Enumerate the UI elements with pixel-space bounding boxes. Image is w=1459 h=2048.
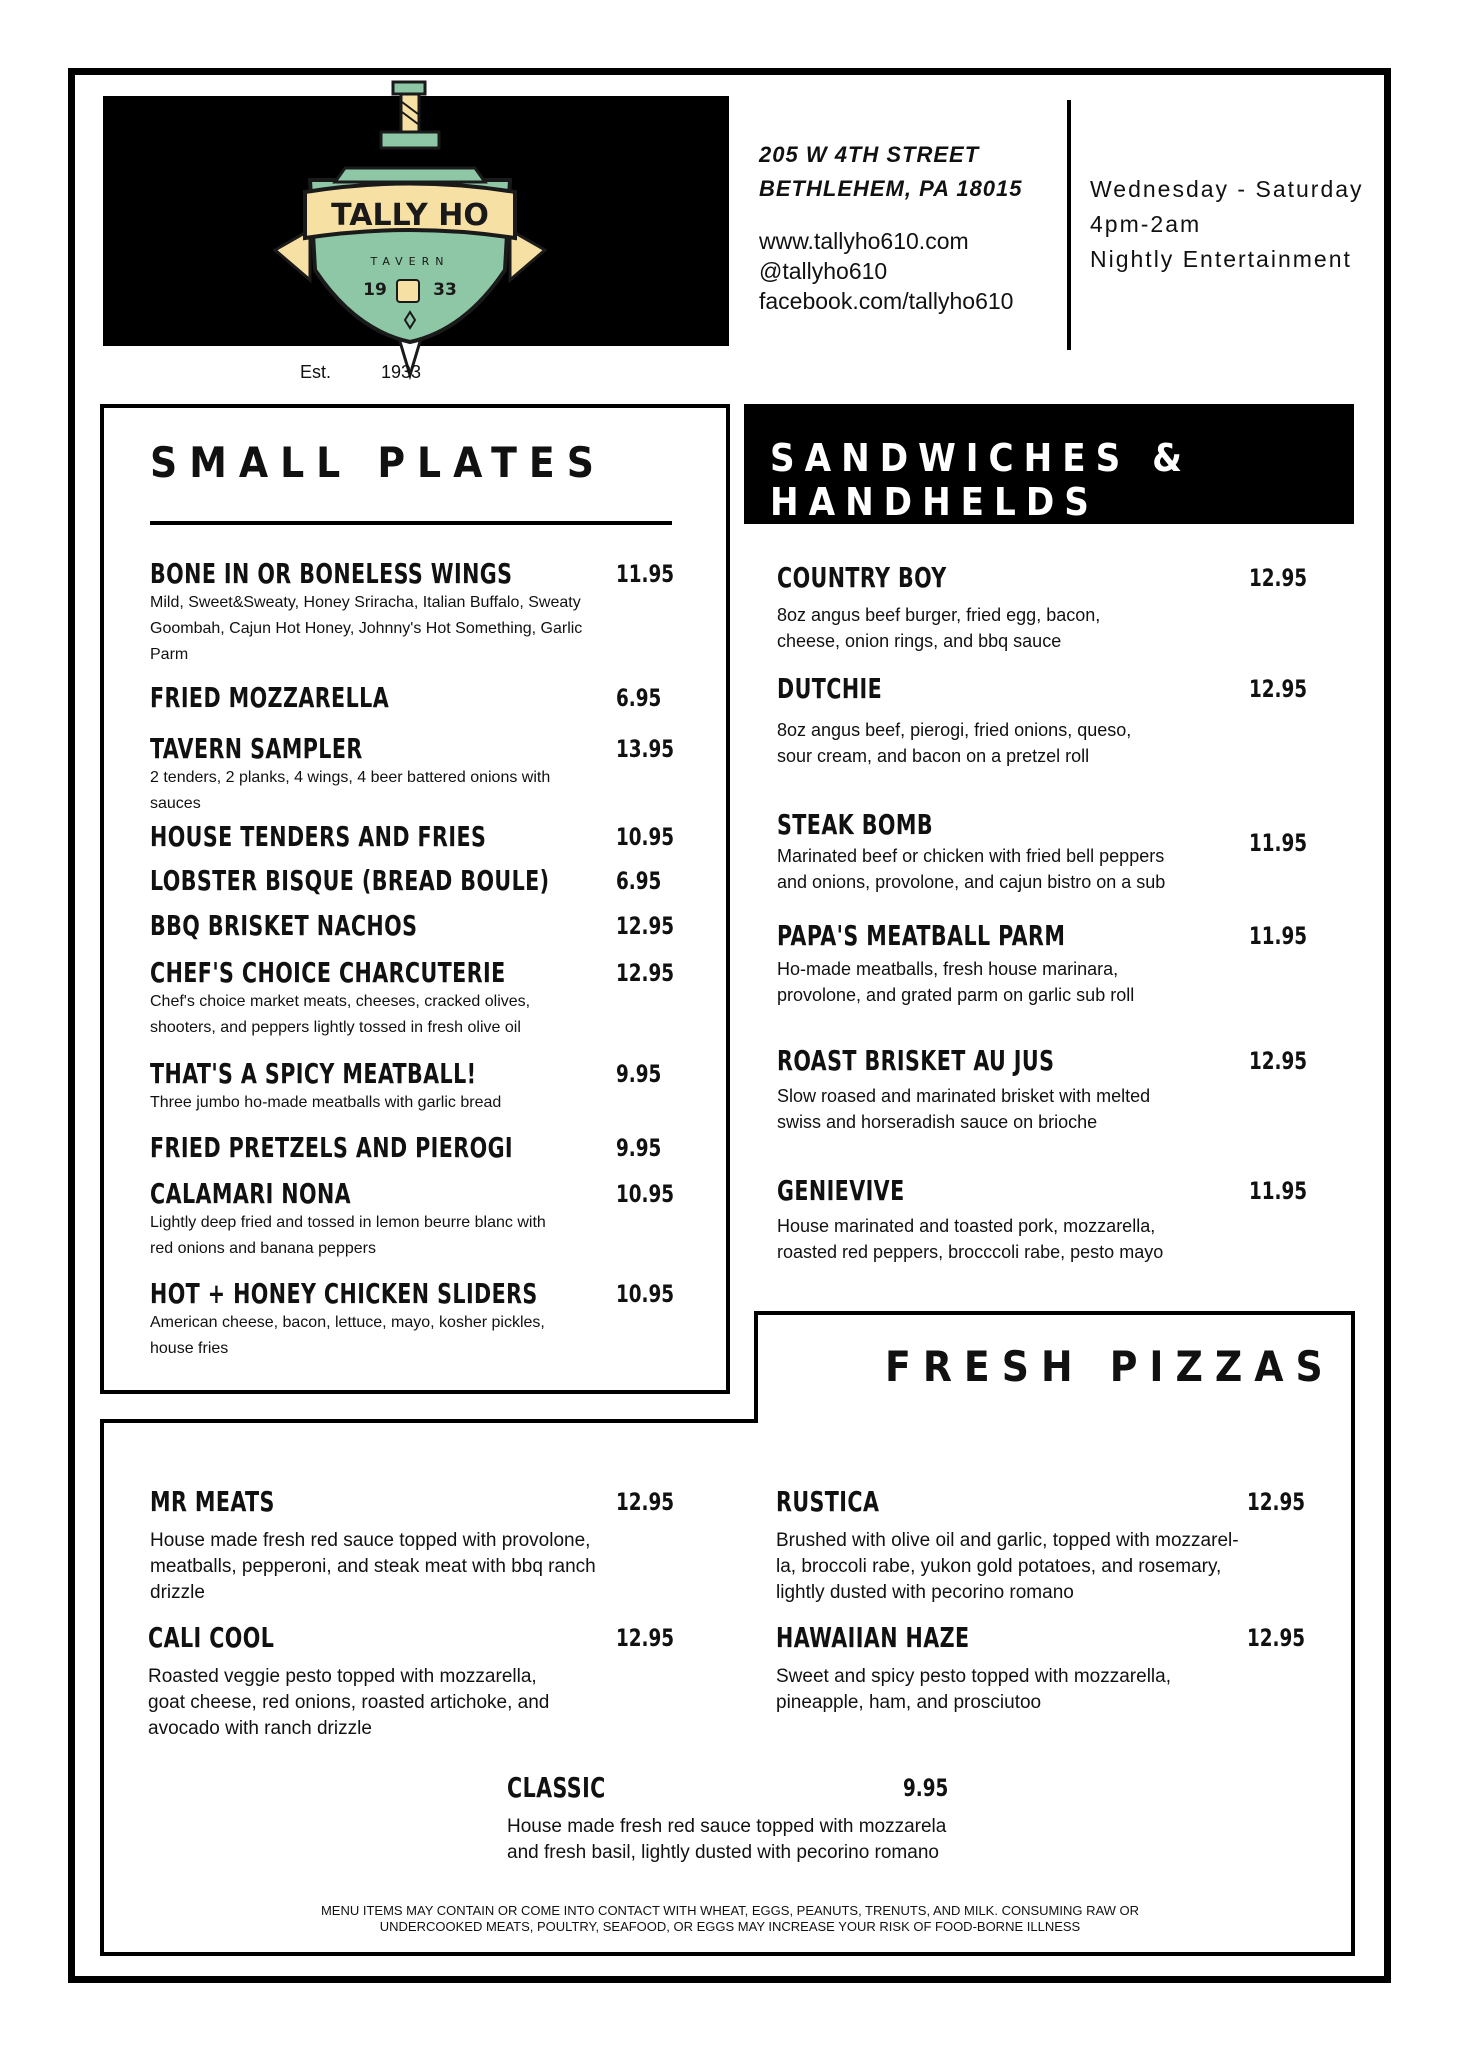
item-description: Roasted veggie pesto topped with mozzarella, goat cheese, red onions, roasted artichoke, and avocado with ranch drizzle [148, 1666, 550, 1739]
item-name: RUSTICA [776, 1485, 880, 1518]
item-price: 12.95 [1247, 1624, 1306, 1652]
item-price: 12.95 [616, 1488, 675, 1516]
menu-item [150, 732, 675, 817]
item-description: 8oz angus beef burger, fried egg, bacon, cheese, onion rings, and bbq sauce [777, 605, 1101, 651]
item-name: MR MEATS [150, 1485, 275, 1518]
item-name: FRIED MOZZARELLA [150, 681, 390, 714]
address-line1: 205 W 4TH STREET [759, 142, 980, 167]
item-description: Chef's choice market meats, cheeses, cracked olives, shooters, and peppers lightly tossed in fresh olive oil [150, 993, 531, 1036]
menu-item [150, 909, 675, 942]
item-description: Sweet and spicy pesto topped with mozzarella, pineapple, ham, and prosciutoo [776, 1666, 1171, 1713]
item-description: Slow roased and marinated brisket with melted swiss and horseradish sauce on brioche [777, 1086, 1151, 1132]
est-label: Est. [300, 362, 332, 382]
pizza-box-right [1351, 1311, 1355, 1956]
item-price: 11.95 [616, 560, 675, 588]
item-description: Ho-made meatballs, fresh house marinara, provolone, and grated parm on garlic sub roll [777, 959, 1135, 1005]
logo-year-right: 33 [433, 280, 457, 300]
est-year: 1933 [381, 362, 422, 382]
item-description: 8oz angus beef, pierogi, fried onions, queso, sour cream, and bacon on a pretzel roll [777, 720, 1132, 766]
item-description: Brushed with olive oil and garlic, topped with mozzarel- la, broccoli rabe, yukon gold potatoes, and rosemary, lightly dusted with pecorino romano [776, 1530, 1239, 1603]
menu-item [150, 557, 675, 668]
item-price: 12.95 [1247, 1488, 1306, 1516]
item-name: ROAST BRISKET AU JUS [777, 1044, 1055, 1077]
menu-item [777, 561, 1308, 654]
item-price: 10.95 [616, 823, 675, 851]
menu-item [507, 1771, 949, 1866]
small-plates-title: SMALL PLATES [150, 438, 606, 487]
item-price: 12.95 [1249, 675, 1308, 703]
item-name: CHEF'S CHOICE CHARCUTERIE [150, 956, 506, 989]
item-description: 2 tenders, 2 planks, 4 wings, 4 beer battered onions with sauces [150, 769, 551, 812]
item-price: 11.95 [1249, 829, 1308, 857]
item-name: DUTCHIE [777, 672, 883, 705]
established-label [300, 362, 421, 383]
item-price: 12.95 [616, 912, 675, 940]
menu-item [150, 820, 675, 853]
header-divider [1067, 100, 1071, 350]
menu-item [150, 1485, 675, 1606]
menu-item [150, 1057, 662, 1116]
item-price: 9.95 [903, 1774, 949, 1802]
item-description: House made fresh red sauce topped with mozzarela and fresh basil, lightly dusted with pecorino romano [507, 1816, 947, 1863]
hours-days: Wednesday - Saturday [1090, 176, 1364, 202]
facebook-link[interactable]: facebook.com/tallyho610 [759, 288, 1014, 314]
item-name: STEAK BOMB [777, 808, 933, 841]
allergen-disclaimer: MENU ITEMS MAY CONTAIN OR COME INTO CONTACT WITH WHEAT, EGGS, PEANUTS, TRENUTS, AND MILK. CONSUMING RAW OR UNDERCOOKED MEATS, POULTRY, SEAFOOD, OR EGGS MAY INCREASE YOUR RISK OF FOOD-BORNE ILLNESS [320, 1903, 1140, 1934]
social-handle[interactable]: @tallyho610 [759, 258, 888, 284]
tally-ho-logo [265, 80, 555, 380]
menu-item [150, 681, 662, 714]
menu-item [148, 1621, 675, 1742]
address-line2: BETHLEHEM, PA 18015 [759, 176, 1023, 201]
item-description: Lightly deep fried and tossed in lemon beurre blanc with red onions and banana peppers [150, 1214, 546, 1257]
menu-item [776, 1485, 1306, 1606]
item-description: House made fresh red sauce topped with provolone, meatballs, pepperoni, and steak meat with bbq ranch drizzle [150, 1530, 596, 1603]
item-description: Marinated beef or chicken with fried bell peppers and onions, provolone, and cajun bistro on a sub [777, 846, 1166, 892]
menu-item [777, 808, 1308, 895]
pizza-box-bottom [100, 1952, 1355, 1956]
menu-item [150, 956, 675, 1041]
menu-item [777, 1174, 1308, 1265]
item-name: CLASSIC [507, 1771, 606, 1804]
item-price: 12.95 [1249, 564, 1308, 592]
small-plates-rule [150, 521, 672, 525]
item-name: GENIEVIVE [777, 1174, 905, 1207]
item-price: 6.95 [616, 867, 662, 895]
item-name: CALI COOL [148, 1621, 275, 1654]
hours-note: Nightly Entertainment [1090, 246, 1352, 272]
item-name: THAT'S A SPICY MEATBALL! [150, 1057, 477, 1090]
sandwiches-title: SANDWICHES & HANDHELDS [770, 436, 1192, 524]
item-name: FRIED PRETZELS AND PIEROGI [150, 1131, 514, 1164]
item-price: 10.95 [616, 1280, 675, 1308]
item-price: 6.95 [616, 684, 662, 712]
item-price: 12.95 [616, 1624, 675, 1652]
menu-item [150, 1277, 675, 1362]
item-price: 9.95 [616, 1134, 662, 1162]
item-name: BONE IN OR BONELESS WINGS [150, 557, 513, 590]
item-price: 12.95 [616, 959, 675, 987]
menu-item [150, 1131, 662, 1164]
item-name: CALAMARI NONA [150, 1177, 352, 1210]
item-description: House marinated and toasted pork, mozzarella, roasted red peppers, brocccoli rabe, pesto mayo [777, 1216, 1164, 1262]
logo-name: TALLY HO [331, 198, 489, 233]
address [759, 138, 1023, 206]
item-description: Three jumbo ho-made meatballs with garlic bread [150, 1094, 502, 1111]
pizza-box-step [754, 1311, 758, 1423]
item-name: COUNTRY BOY [777, 561, 947, 594]
menu-item [776, 1621, 1306, 1716]
menu-item [777, 1044, 1308, 1135]
item-description: Mild, Sweet&Sweaty, Honey Sriracha, Italian Buffalo, Sweaty Goombah, Cajun Hot Honey, Johnny's Hot Something, Garlic Parm [150, 594, 583, 663]
website-link[interactable]: www.tallyho610.com [759, 228, 969, 254]
item-price: 12.95 [1249, 1047, 1308, 1075]
item-price: 9.95 [616, 1060, 662, 1088]
item-price: 11.95 [1249, 1177, 1308, 1205]
menu-item [150, 1177, 675, 1262]
hours-time: 4pm-2am [1090, 211, 1202, 237]
menu-item [777, 672, 1308, 769]
item-name: HOUSE TENDERS AND FRIES [150, 820, 487, 853]
menu-item [150, 864, 662, 897]
item-name: PAPA'S MEATBALL PARM [777, 919, 1066, 952]
logo-tag: TAVERN [370, 255, 450, 268]
pizza-box-top [754, 1311, 1355, 1315]
contact-links [759, 226, 1013, 316]
pizza-box-left [100, 1419, 104, 1956]
item-name: LOBSTER BISQUE (BREAD BOULE) [150, 864, 550, 897]
pizzas-title: FRESH PIZZAS [885, 1342, 1335, 1391]
item-description: American cheese, bacon, lettuce, mayo, kosher pickles, house fries [150, 1314, 545, 1357]
logo-year-left: 19 [363, 280, 387, 300]
menu-item [777, 919, 1308, 1008]
hours [1090, 172, 1364, 277]
item-price: 11.95 [1249, 922, 1308, 950]
item-name: BBQ BRISKET NACHOS [150, 909, 418, 942]
pizza-box-ledge [100, 1419, 758, 1423]
item-name: HOT + HONEY CHICKEN SLIDERS [150, 1277, 538, 1310]
item-price: 10.95 [616, 1180, 675, 1208]
item-name: TAVERN SAMPLER [150, 732, 363, 765]
item-price: 13.95 [616, 735, 675, 763]
item-name: HAWAIIAN HAZE [776, 1621, 970, 1654]
